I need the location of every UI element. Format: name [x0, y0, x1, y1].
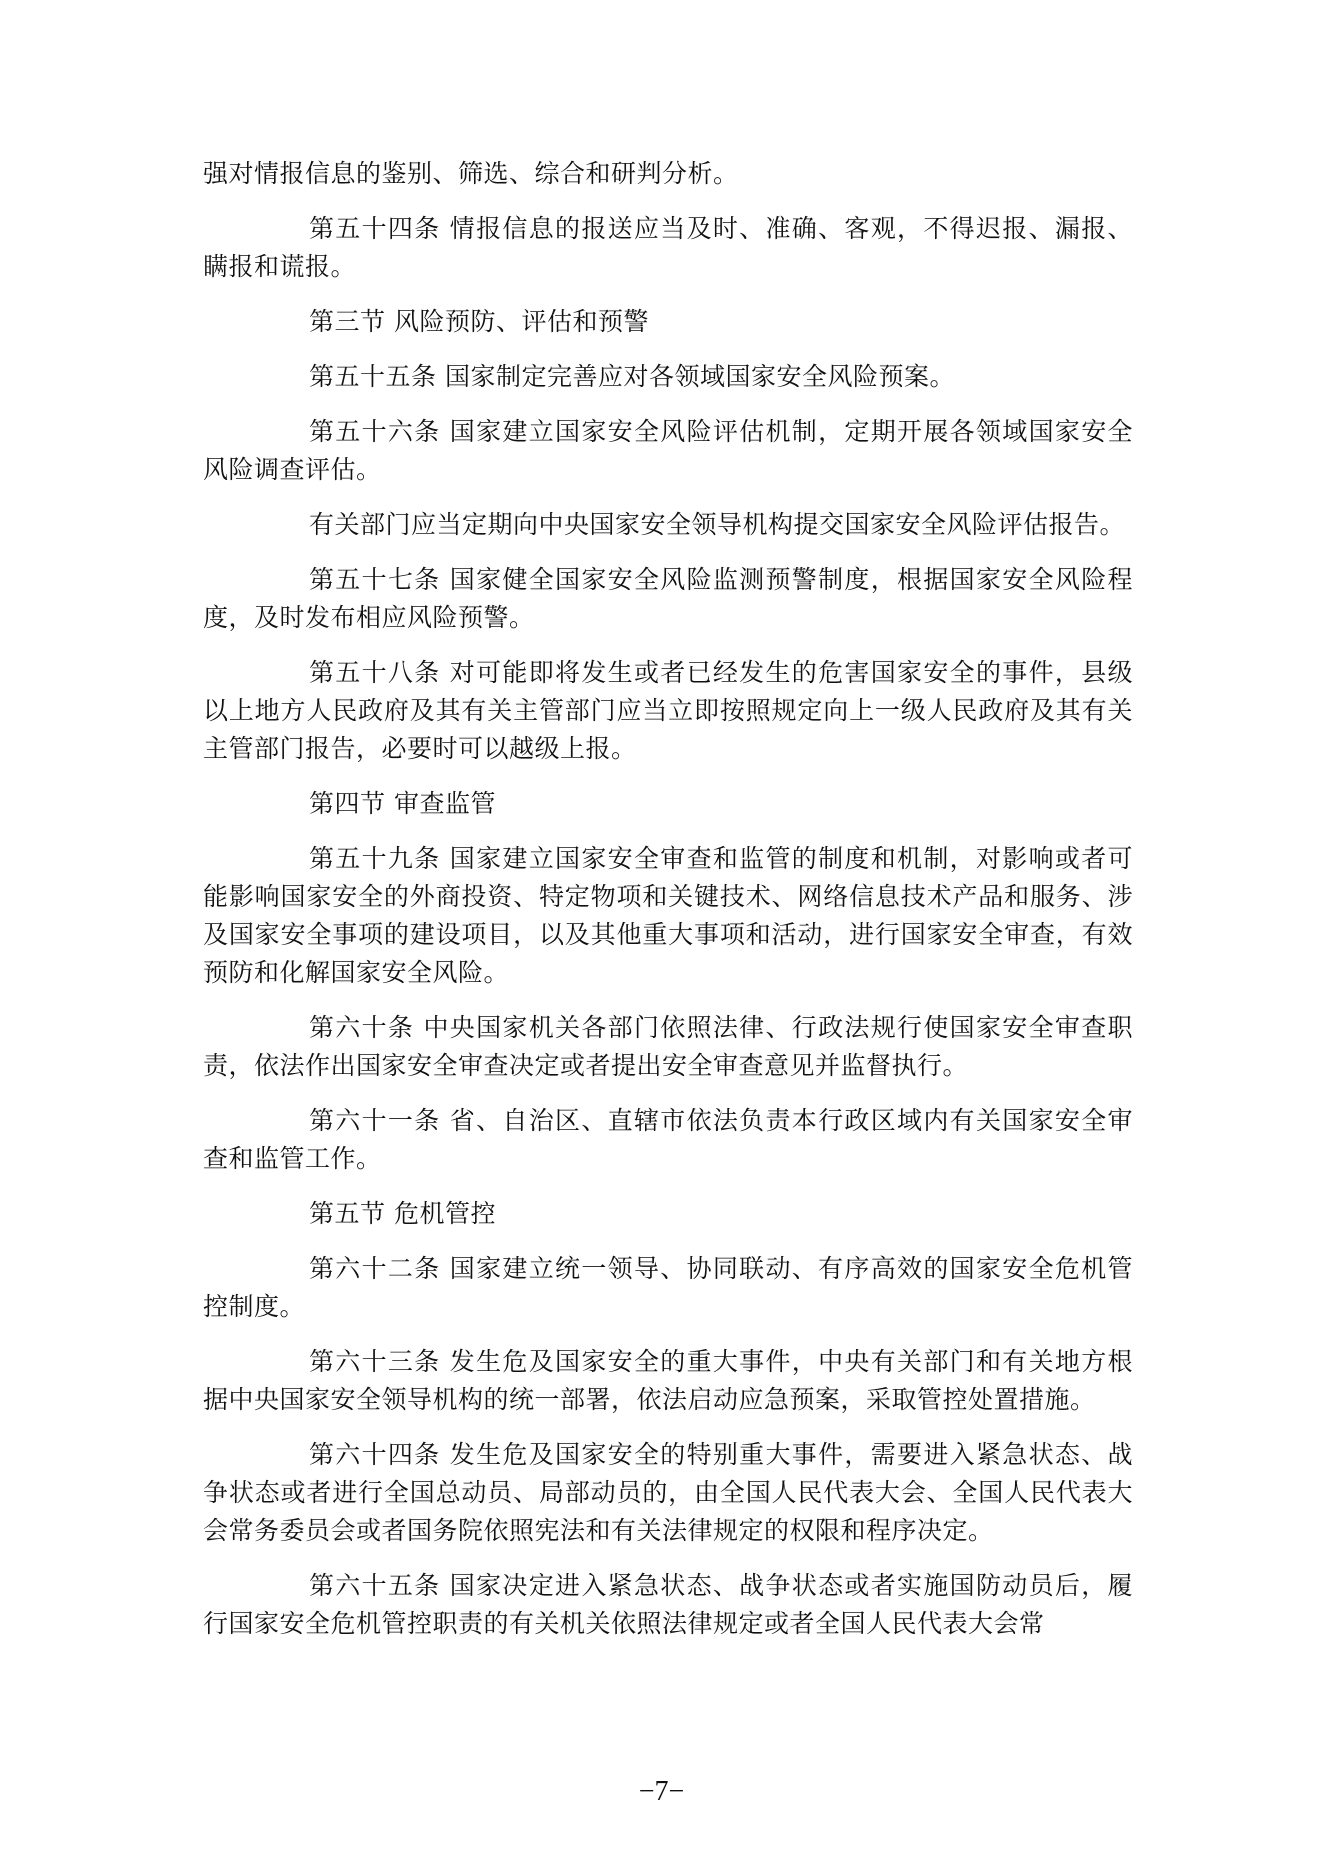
section-5-heading: 第五节 危机管控 — [309, 1199, 496, 1228]
section-3-heading: 第三节 风险预防、评估和预警 — [309, 307, 649, 336]
article-62: 第六十二条 国家建立统一领导、协同联动、有序高效的国家安全危机管控制度。 — [203, 1254, 1133, 1321]
article-59: 第五十九条 国家建立国家安全审查和监管的制度和机制，对影响或者可能影响国家安全的外商投资、特定物项和关键技术、网络信息技术产品和服务、涉及国家安全事项的建设项目，以及其他重大事项和活动，进行国家安全审查，有效预防和化解国家安全风险。 — [203, 844, 1133, 987]
article-56-clause-2: 有关部门应当定期向中央国家安全领导机构提交国家安全风险评估报告。 — [309, 510, 1126, 539]
article-58: 第五十八条 对可能即将发生或者已经发生的危害国家安全的事件，县级以上地方人民政府及其有关主管部门应当立即按照规定向上一级人民政府及其有关主管部门报告，必要时可以越级上报。 — [203, 658, 1133, 763]
article-63: 第六十三条 发生危及国家安全的重大事件，中央有关部门和有关地方根据中央国家安全领导机构的统一部署，依法启动应急预案，采取管控处置措施。 — [203, 1347, 1133, 1414]
article-54: 第五十四条 情报信息的报送应当及时、准确、客观，不得迟报、漏报、瞒报和谎报。 — [203, 214, 1133, 281]
article-64: 第六十四条 发生危及国家安全的特别重大事件，需要进入紧急状态、战争状态或者进行全国总动员、局部动员的，由全国人民代表大会、全国人民代表大会常务委员会或者国务院依照宪法和有关法律规定的权限和程序决定。 — [203, 1440, 1133, 1545]
article-55: 第五十五条 国家制定完善应对各领域国家安全风险预案。 — [309, 362, 955, 391]
article-56: 第五十六条 国家建立国家安全风险评估机制，定期开展各领域国家安全风险调查评估。 — [203, 417, 1133, 484]
article-60: 第六十条 中央国家机关各部门依照法律、行政法规行使国家安全审查职责，依法作出国家安全审查决定或者提出安全审查意见并监督执行。 — [203, 1013, 1133, 1080]
article-57: 第五十七条 国家健全国家安全风险监测预警制度，根据国家安全风险程度，及时发布相应风险预警。 — [203, 565, 1133, 632]
page-number: −7− — [638, 1776, 685, 1807]
article-65: 第六十五条 国家决定进入紧急状态、战争状态或者实施国防动员后，履行国家安全危机管控职责的有关机关依照法律规定或者全国人民代表大会常 — [203, 1571, 1133, 1638]
paragraph-continuation: 强对情报信息的鉴别、筛选、综合和研判分析。 — [203, 159, 739, 188]
body-text — [203, 155, 1133, 1660]
section-4-heading: 第四节 审查监管 — [309, 789, 496, 818]
article-61: 第六十一条 省、自治区、直辖市依法负责本行政区域内有关国家安全审查和监管工作。 — [203, 1106, 1133, 1173]
